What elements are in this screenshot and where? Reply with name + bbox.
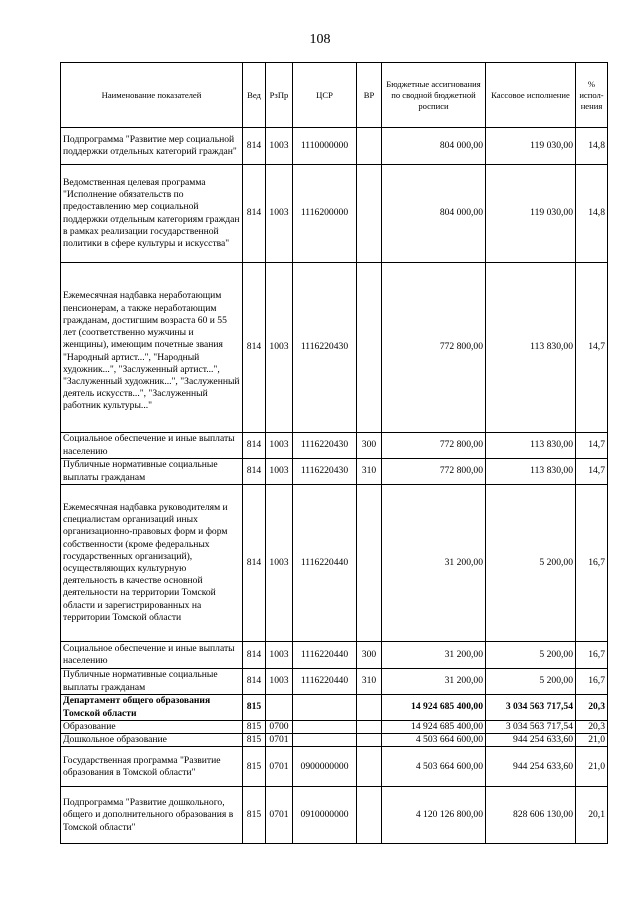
row-csr: 1116220440 — [293, 642, 357, 669]
row-name: Публичные нормативные социальные выплаты гражданам — [61, 459, 243, 485]
row-cash: 113 830,00 — [486, 263, 576, 433]
row-ved: 814 — [243, 642, 266, 669]
row-ved: 814 — [243, 263, 266, 433]
row-vr — [357, 747, 382, 787]
row-budget: 4 503 664 600,00 — [382, 734, 486, 747]
row-csr: 1116220440 — [293, 669, 357, 695]
row-vr: 300 — [357, 433, 382, 459]
row-budget: 31 200,00 — [382, 485, 486, 642]
row-name: Ведомственная целевая программа "Исполнение обязательств по предоставлению мер социальной поддержки отдельным категориям граждан в рамках реализации государственной политики в сфере культуры и искусства" — [61, 165, 243, 263]
row-vr: 310 — [357, 459, 382, 485]
row-csr: 1116220440 — [293, 485, 357, 642]
header-cash: Кассовое исполнение — [486, 63, 576, 128]
row-name: Подпрограмма "Развитие мер социальной поддержки отдельных категорий граждан" — [61, 128, 243, 165]
header-csr: ЦСР — [293, 63, 357, 128]
table-row — [61, 734, 608, 747]
row-csr — [293, 721, 357, 734]
table-row — [61, 459, 608, 485]
row-pct: 14,7 — [576, 433, 608, 459]
header-pct: % испол- нения — [576, 63, 608, 128]
row-name: Ежемесячная надбавка руководителям и специалистам организаций иных организационно-правовых форм и форм собственности (кроме федеральных государственных организаций), осуществляющих культурную деятельность в качестве основной деятельности на территории Томской области и зарегистрированных на территории Томской области — [61, 485, 243, 642]
row-rzpr: 0701 — [266, 787, 293, 844]
row-pct: 14,8 — [576, 128, 608, 165]
row-rzpr — [266, 695, 293, 721]
row-ved: 814 — [243, 433, 266, 459]
row-rzpr: 1003 — [266, 642, 293, 669]
row-pct: 20,3 — [576, 695, 608, 721]
row-vr — [357, 485, 382, 642]
row-cash: 113 830,00 — [486, 433, 576, 459]
table-row — [61, 642, 608, 669]
row-budget: 31 200,00 — [382, 642, 486, 669]
row-name: Департамент общего образования Томской области — [61, 695, 243, 721]
row-budget: 772 800,00 — [382, 433, 486, 459]
header-name: Наименование показателей — [61, 63, 243, 128]
row-rzpr: 1003 — [266, 165, 293, 263]
row-vr — [357, 721, 382, 734]
row-rzpr: 1003 — [266, 485, 293, 642]
row-cash: 113 830,00 — [486, 459, 576, 485]
row-pct: 14,7 — [576, 459, 608, 485]
row-csr: 1116220430 — [293, 433, 357, 459]
header-rzpr: РзПр — [266, 63, 293, 128]
table-header-row — [61, 63, 608, 128]
row-cash: 119 030,00 — [486, 165, 576, 263]
row-ved: 814 — [243, 669, 266, 695]
table-row — [61, 128, 608, 165]
row-pct: 14,7 — [576, 263, 608, 433]
row-csr: 1116220430 — [293, 263, 357, 433]
row-pct: 14,8 — [576, 165, 608, 263]
row-rzpr: 1003 — [266, 459, 293, 485]
row-rzpr: 1003 — [266, 433, 293, 459]
row-cash: 119 030,00 — [486, 128, 576, 165]
row-rzpr: 1003 — [266, 263, 293, 433]
table-row — [61, 485, 608, 642]
row-budget: 31 200,00 — [382, 669, 486, 695]
row-vr: 300 — [357, 642, 382, 669]
table-row — [61, 721, 608, 734]
row-name: Социальное обеспечение и иные выплаты населению — [61, 642, 243, 669]
row-name: Социальное обеспечение и иные выплаты населению — [61, 433, 243, 459]
row-name: Подпрограмма "Развитие дошкольного, общего и дополнительного образования в Томской области" — [61, 787, 243, 844]
row-name: Государственная программа "Развитие образования в Томской области" — [61, 747, 243, 787]
header-budget: Бюджетные ассигнования по сводной бюджетной росписи — [382, 63, 486, 128]
row-cash: 5 200,00 — [486, 669, 576, 695]
table-row — [61, 165, 608, 263]
row-ved: 814 — [243, 485, 266, 642]
row-cash: 3 034 563 717,54 — [486, 695, 576, 721]
table-row — [61, 433, 608, 459]
table-row — [61, 263, 608, 433]
row-vr — [357, 165, 382, 263]
row-ved: 815 — [243, 787, 266, 844]
row-budget: 804 000,00 — [382, 128, 486, 165]
header-ved: Вед — [243, 63, 266, 128]
row-csr: 1116220430 — [293, 459, 357, 485]
row-cash: 3 034 563 717,54 — [486, 721, 576, 734]
row-cash: 944 254 633,60 — [486, 747, 576, 787]
row-pct: 20,3 — [576, 721, 608, 734]
row-vr — [357, 695, 382, 721]
page-number: 108 — [309, 32, 331, 47]
row-ved: 815 — [243, 695, 266, 721]
row-csr: 1110000000 — [293, 128, 357, 165]
row-csr: 0900000000 — [293, 747, 357, 787]
row-name: Ежемесячная надбавка неработающим пенсионерам, а также неработающим гражданам, достигшим возраста 60 и 55 лет (соответственно мужчины и женщины), имеющим почетные звания "Народный артист...", "Народный художник...", "Заслуженный артист...", "Заслуженный художник...", "Заслуженный деятель искусств...", "Заслуженный работник культуры..." — [61, 263, 243, 433]
table-row — [61, 747, 608, 787]
row-pct: 16,7 — [576, 485, 608, 642]
header-vr: ВР — [357, 63, 382, 128]
row-ved: 814 — [243, 165, 266, 263]
row-cash: 828 606 130,00 — [486, 787, 576, 844]
row-budget: 4 503 664 600,00 — [382, 747, 486, 787]
row-vr: 310 — [357, 669, 382, 695]
row-budget: 14 924 685 400,00 — [382, 721, 486, 734]
table-row — [61, 695, 608, 721]
row-pct: 21,0 — [576, 734, 608, 747]
row-rzpr: 1003 — [266, 669, 293, 695]
row-budget: 772 800,00 — [382, 459, 486, 485]
row-rzpr: 0701 — [266, 734, 293, 747]
row-ved: 814 — [243, 128, 266, 165]
row-rzpr: 1003 — [266, 128, 293, 165]
row-budget: 14 924 685 400,00 — [382, 695, 486, 721]
row-pct: 16,7 — [576, 642, 608, 669]
budget-execution-table — [60, 62, 608, 844]
row-pct: 16,7 — [576, 669, 608, 695]
row-csr — [293, 734, 357, 747]
row-ved: 815 — [243, 734, 266, 747]
row-name: Дошкольное образование — [61, 734, 243, 747]
row-vr — [357, 263, 382, 433]
row-rzpr: 0700 — [266, 721, 293, 734]
row-budget: 772 800,00 — [382, 263, 486, 433]
row-name: Публичные нормативные социальные выплаты гражданам — [61, 669, 243, 695]
row-csr: 1116200000 — [293, 165, 357, 263]
row-cash: 5 200,00 — [486, 642, 576, 669]
row-cash: 944 254 633,60 — [486, 734, 576, 747]
row-ved: 814 — [243, 459, 266, 485]
row-csr: 0910000000 — [293, 787, 357, 844]
table-row — [61, 669, 608, 695]
row-vr — [357, 734, 382, 747]
row-cash: 5 200,00 — [486, 485, 576, 642]
row-rzpr: 0701 — [266, 747, 293, 787]
row-ved: 815 — [243, 747, 266, 787]
row-budget: 4 120 126 800,00 — [382, 787, 486, 844]
row-vr — [357, 128, 382, 165]
row-pct: 21,0 — [576, 747, 608, 787]
row-vr — [357, 787, 382, 844]
row-pct: 20,1 — [576, 787, 608, 844]
row-name: Образование — [61, 721, 243, 734]
row-budget: 804 000,00 — [382, 165, 486, 263]
table-row — [61, 787, 608, 844]
row-csr — [293, 695, 357, 721]
row-ved: 815 — [243, 721, 266, 734]
